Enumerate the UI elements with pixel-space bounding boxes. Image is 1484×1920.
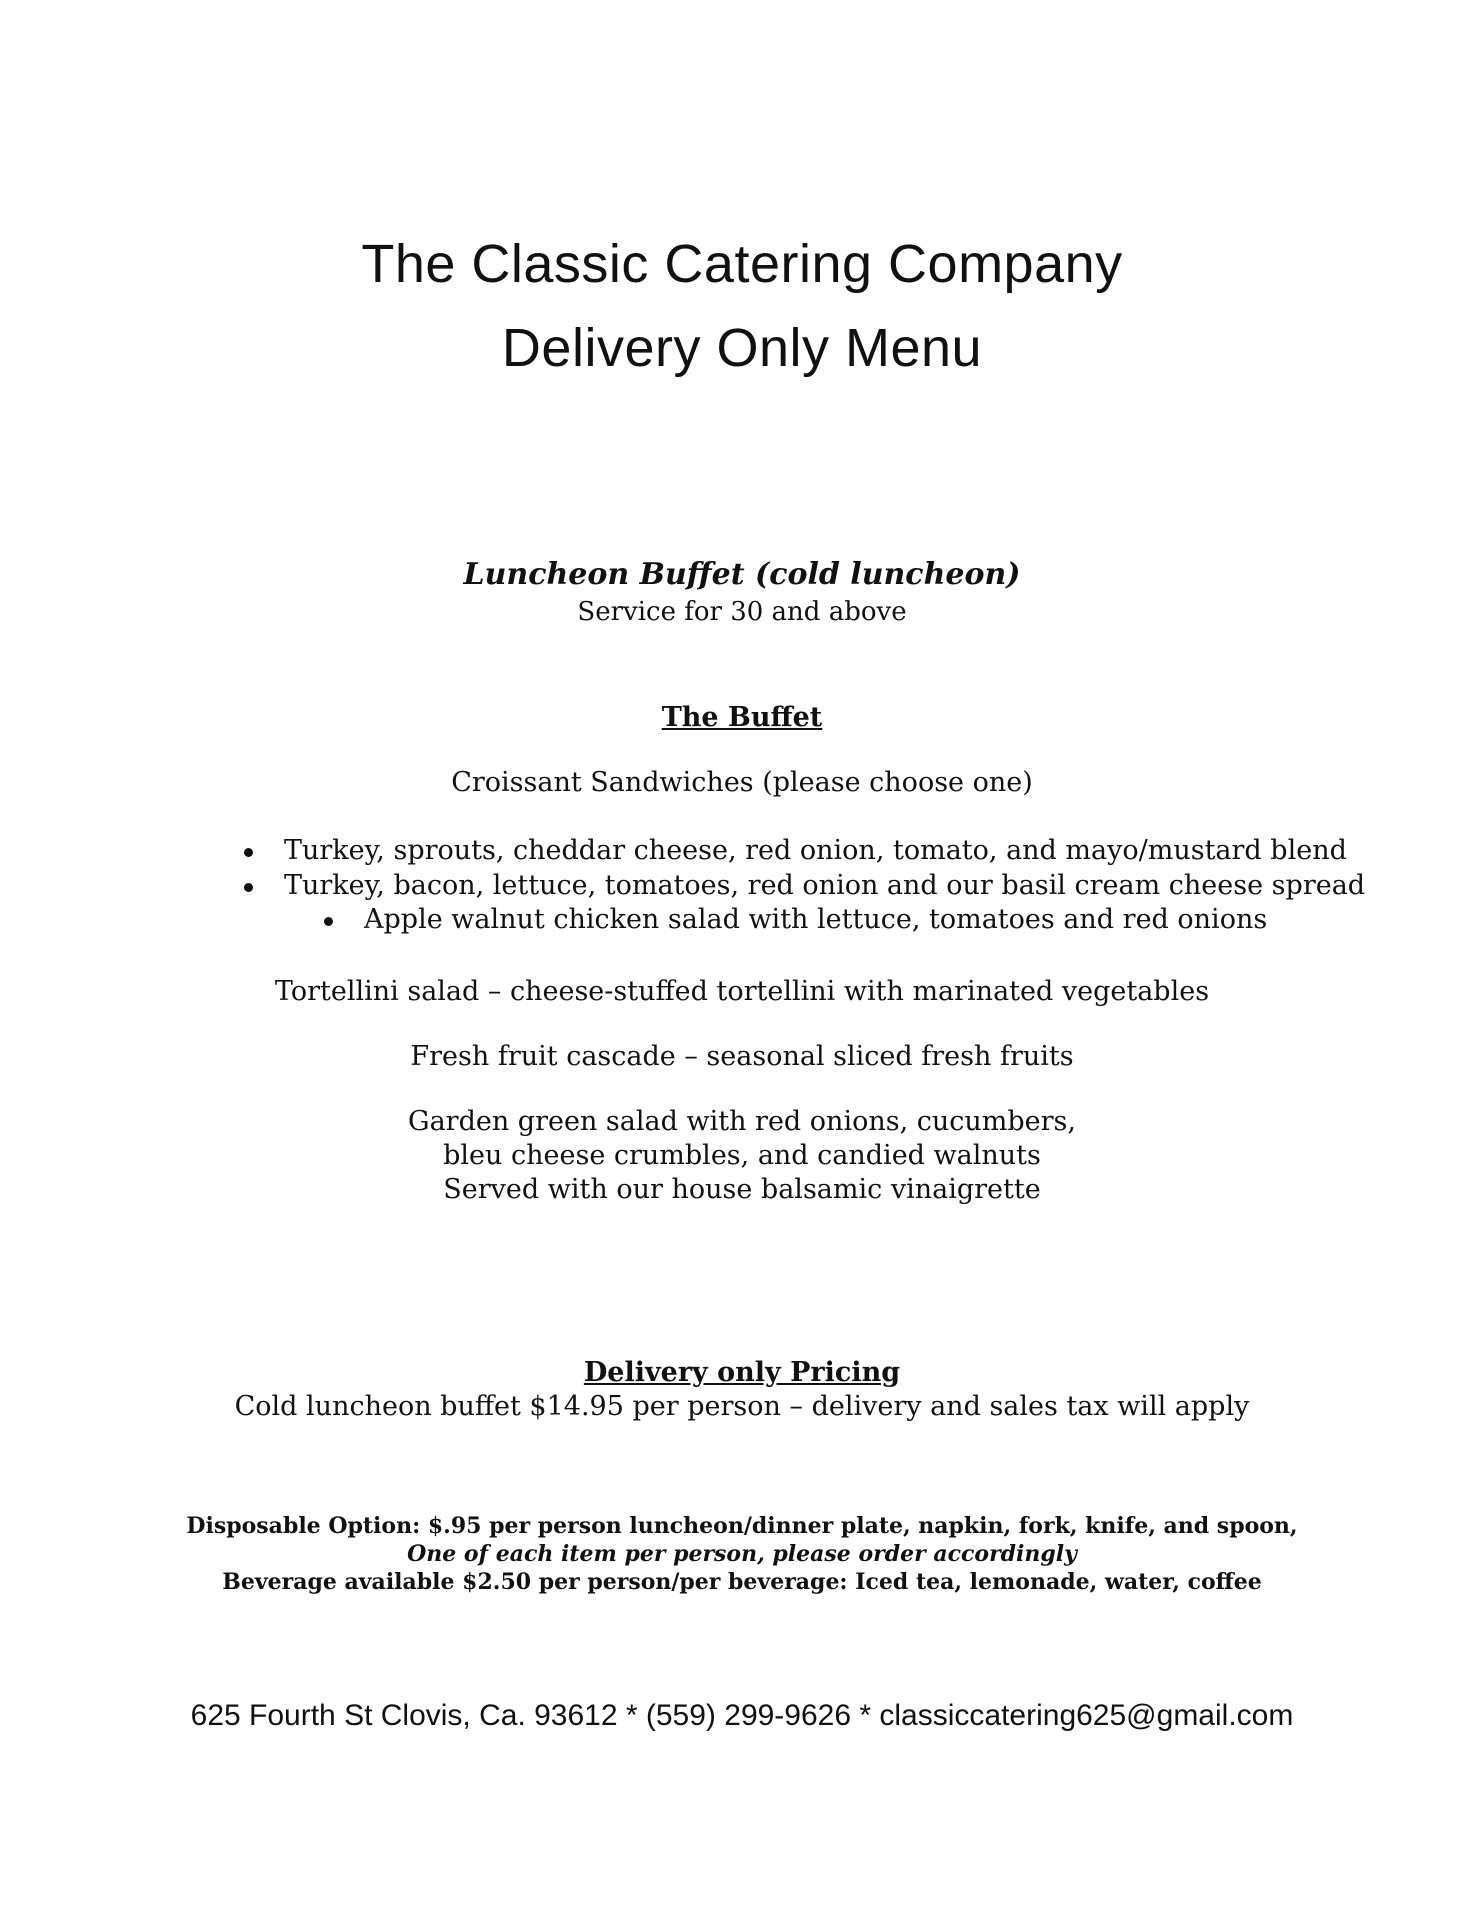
luncheon-section bbox=[0, 555, 1484, 629]
garden-line-1: Garden green salad with red onions, cucumbers, bbox=[408, 1106, 1076, 1137]
disposable-note: One of each item per person, please order accordingly bbox=[407, 1541, 1077, 1567]
garden-line-3: Served with our house balsamic vinaigrette bbox=[443, 1174, 1041, 1205]
buffet-heading: The Buffet bbox=[661, 702, 823, 733]
extras-block bbox=[0, 1512, 1484, 1596]
fruit-item: Fresh fruit cascade – seasonal sliced fresh fruits bbox=[410, 1041, 1074, 1072]
buffet-heading-block bbox=[0, 700, 1484, 736]
menu-header bbox=[0, 222, 1484, 390]
disposable-option: Disposable Option: $.95 per person luncheon/dinner plate, napkin, fork, knife, and spoon, bbox=[186, 1513, 1298, 1539]
service-note: Service for 30 and above bbox=[577, 597, 907, 627]
bullet-dot bbox=[324, 917, 333, 926]
pricing-line: Cold luncheon buffet $14.95 per person – delivery and sales tax will apply bbox=[234, 1391, 1250, 1422]
pricing-line-block bbox=[0, 1390, 1484, 1424]
croissant-intro: Croissant Sandwiches (please choose one) bbox=[451, 767, 1033, 798]
tortellini-block bbox=[0, 975, 1484, 1009]
list-item: Turkey, sprouts, cheddar cheese, red onion, tomato, and mayo/mustard blend bbox=[284, 835, 1347, 866]
fruit-block bbox=[0, 1040, 1484, 1074]
list-item: Apple walnut chicken salad with lettuce, tomatoes and red onions bbox=[364, 904, 1268, 935]
pricing-heading-block bbox=[0, 1355, 1484, 1391]
luncheon-heading: Luncheon Buffet (cold luncheon) bbox=[463, 557, 1021, 592]
tortellini-item: Tortellini salad – cheese-stuffed tortellini with marinated vegetables bbox=[274, 976, 1210, 1007]
croissant-intro-block bbox=[0, 766, 1484, 800]
list-item: Turkey, bacon, lettuce, tomatoes, red onion and our basil cream cheese spread bbox=[284, 870, 1366, 901]
garden-salad-block bbox=[0, 1105, 1484, 1207]
garden-line-2: bleu cheese crumbles, and candied walnuts bbox=[443, 1140, 1041, 1171]
company-name: The Classic Catering Company bbox=[361, 234, 1123, 294]
bullet-dot bbox=[244, 848, 253, 857]
beverage-option: Beverage available $2.50 per person/per beverage: Iced tea, lemonade, water, coffee bbox=[222, 1569, 1262, 1595]
menu-title: Delivery Only Menu bbox=[501, 318, 983, 378]
pricing-heading: Delivery only Pricing bbox=[583, 1357, 901, 1388]
bullet-dot bbox=[244, 883, 253, 892]
contact-footer: 625 Fourth St Clovis, Ca. 93612 * (559) 299-9626 * classiccatering625@gmail.com bbox=[190, 1699, 1294, 1732]
